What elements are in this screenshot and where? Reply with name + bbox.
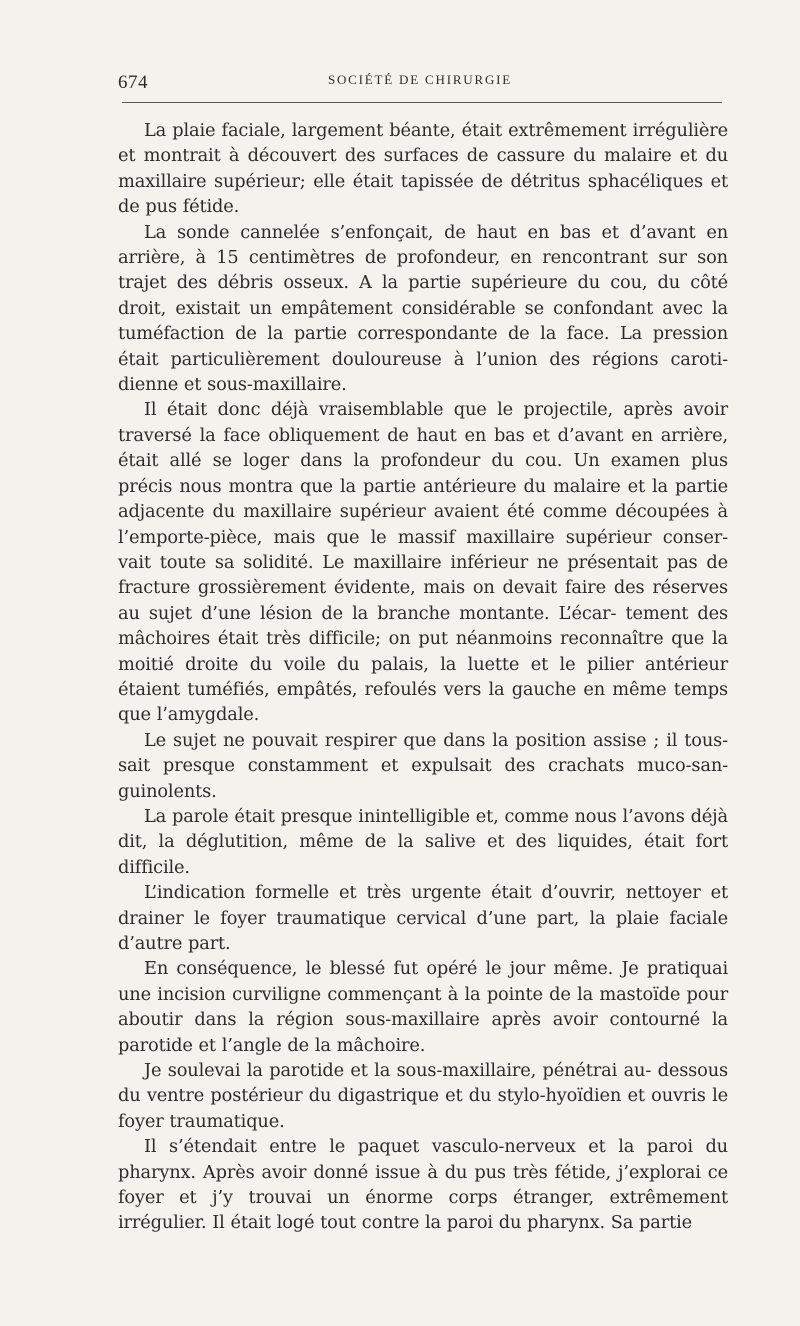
- header-rule: [122, 102, 722, 103]
- paragraph: La plaie faciale, largement béante, était extrêmement irrégulière et montrait à découvert des surfaces de cassure du malaire et du maxillaire supérieur; elle était tapissée de détritus sphacéliques et de pus fétide.: [118, 120, 728, 218]
- paragraph: Je soulevai la parotide et la sous-maxillaire, pénétrai au- dessous du ventre postérieur du digastrique et du stylo-hyoïdien et ouvris le foyer traumatique.: [118, 1060, 728, 1132]
- paragraph: Il était donc déjà vraisemblable que le projectile, après avoir traversé la face obliquement de haut en bas et d’avant en arrière, était allé se loger dans la profondeur du cou. Un examen plus précis nous montra que la partie antérieure du malaire et la partie adjacente du maxillaire supérieur avaient été comme découpées à l’emporte-pièce, mais que le massif maxillaire supérieur conser- vait toute sa solidité. Le maxillaire inférieur ne présentait pas de fracture grossièrement évidente, mais on devait faire des réserves au sujet d’une lésion de la branche montante. L’écar- tement des mâchoires était très difficile; on put néanmoins reconnaître que la moitié droite du voile du palais, la luette et le pilier antérieur étaient tuméfiés, empâtés, refoulés vers la gauche en même temps que l’amygdale.: [118, 399, 728, 726]
- running-title: SOCIÉTÉ DE CHIRURGIE: [327, 72, 513, 87]
- paragraph: La sonde cannelée s’enfonçait, de haut en bas et d’avant en arrière, à 15 centimètres de profondeur, en rencontrant sur son trajet des débris osseux. A la partie supérieure du cou, du côté droit, existait un empâtement considérable se confondant avec la tuméfaction de la partie correspondante de la face. La pression était particulièrement douloureuse à l’union des régions caroti- dienne et sous-maxillaire.: [118, 221, 728, 396]
- paragraph: La parole était presque inintelligible et, comme nous l’avons déjà dit, la déglutition, même de la salive et des liquides, était fort difficile.: [118, 805, 728, 878]
- paragraph: L’indication formelle et très urgente était d’ouvrir, nettoyer et drainer le foyer traumatique cervical d’une part, la plaie faciale d’autre part.: [118, 882, 728, 954]
- paragraph: Il s’étendait entre le paquet vasculo-nerveux et la paroi du pharynx. Après avoir donné issue à du pus très fétide, j’explorai ce foyer et j’y trouvai un énorme corps étranger, extrêmement irrégulier. Il était logé tout contre la paroi du pharynx. Sa partie: [118, 1136, 728, 1234]
- paragraph: Le sujet ne pouvait respirer que dans la position assise ; il tous- sait presque constamment et expulsait des crachats muco-san- guinolents.: [118, 729, 728, 802]
- paragraph: En conséquence, le blessé fut opéré le jour même. Je pratiquai une incision curviligne commençant à la pointe de la mastoïde pour aboutir dans la région sous-maxillaire après avoir contourné la parotide et l’angle de la mâchoire.: [118, 958, 728, 1056]
- page-header: [118, 62, 722, 94]
- page-number: 674: [118, 72, 148, 93]
- body-text: [118, 118, 728, 1236]
